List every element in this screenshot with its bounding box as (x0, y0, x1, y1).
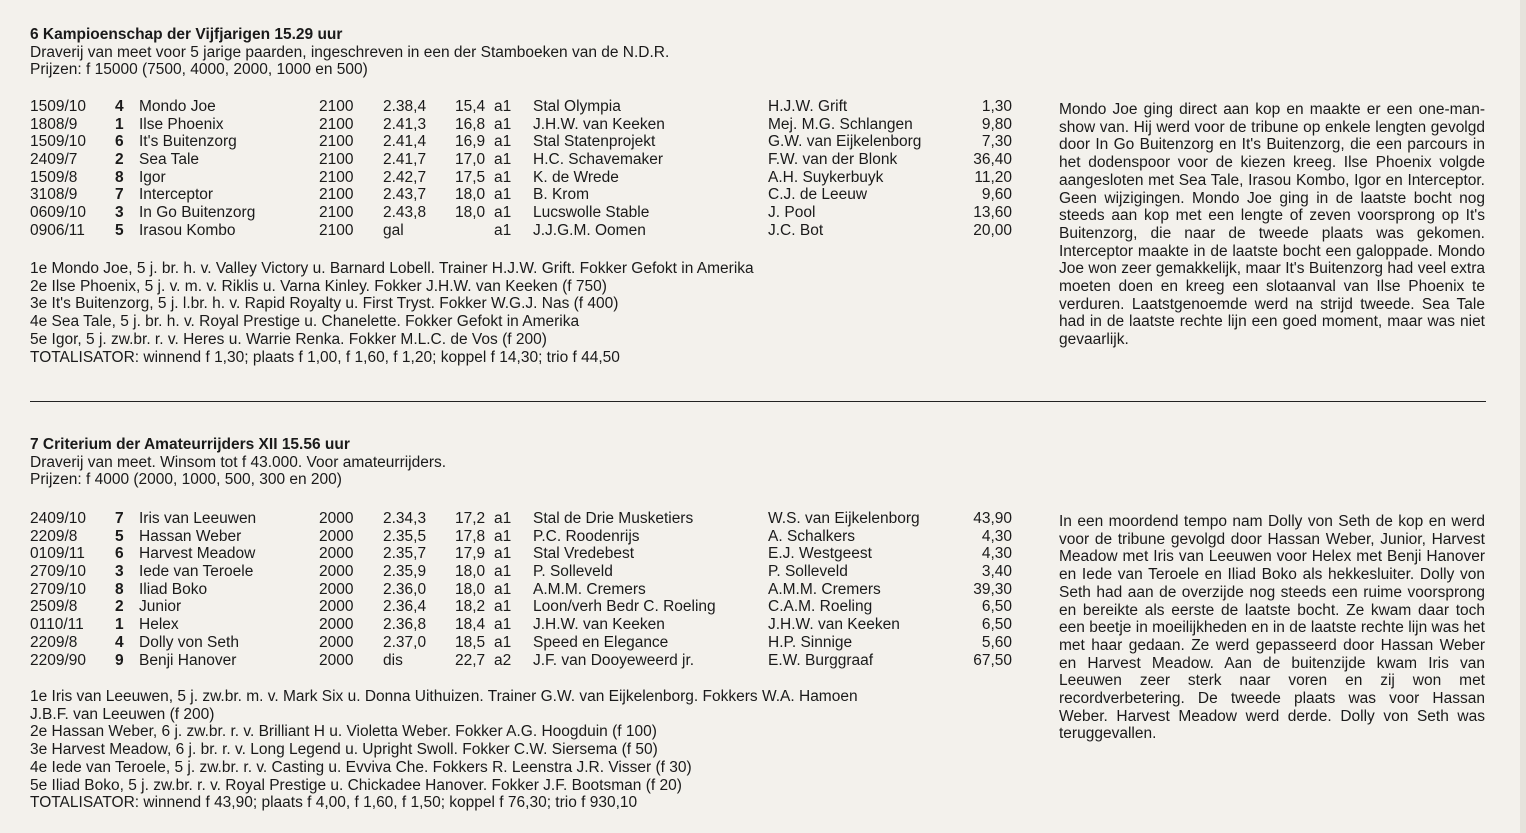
owner: Stal Statenprojekt (533, 133, 656, 151)
table-row (0, 634, 1040, 652)
class: a1 (494, 204, 512, 222)
owner: P. Solleveld (533, 563, 613, 581)
distance: 2000 (319, 598, 354, 616)
table-row (0, 563, 1040, 581)
race-comment: In een moordend tempo nam Dolly von Seth de kop en werd voor de tribune gevolgd door Hassan Weber, Junior, Harvest Meadow met Iris van Leeuwen voor Helex met Benji Hanover en Iede van Teroele en Iliad Boko als hekkesluiter. Dolly von Seth had aan de overzijde nog steeds een ruime voorsprong en bereikte als eerste de laatste bocht. Ze kwam daar toch een beetje in moeilijkheden en in de laatste rechte lijn was het met haar gedaan. Ze werd gepasseerd door Hassan Weber en Harvest Meadow. Aan de buitenzijde kwam Iris van Leeuwen zeer sterk naar voren en zij won met recordverbetering. De tweede plaats was voor Hassan Weber. Harvest Meadow werd derde. Dolly von Seth was teruggevallen. (1059, 513, 1485, 743)
finish-time: 2.35,7 (383, 545, 427, 563)
horse-name: Harvest Meadow (139, 545, 256, 563)
odds: 9,80 (981, 115, 1012, 133)
driver: F.W. van der Blonk (768, 151, 898, 169)
distance: 2000 (319, 527, 354, 545)
start-date: 2209/8 (30, 527, 78, 545)
class: a1 (494, 98, 512, 115)
class: a1 (494, 545, 512, 563)
start-number: 4 (115, 633, 124, 651)
class: a1 (494, 580, 512, 598)
start-number: 4 (115, 98, 124, 115)
start-date: 2409/7 (30, 151, 78, 169)
start-number: 9 (115, 651, 124, 669)
horse-name: Mondo Joe (139, 98, 216, 115)
table-row (0, 545, 1040, 563)
horse-notes (30, 260, 754, 366)
table-row (0, 598, 1040, 616)
distance: 2100 (319, 151, 354, 169)
reduction: 17,8 (455, 527, 486, 545)
driver: E.W. Burggraaf (768, 651, 874, 669)
distance: 2100 (319, 98, 354, 115)
page-edge (1520, 0, 1526, 833)
odds: 11,20 (974, 168, 1012, 186)
start-date: 2209/8 (30, 633, 78, 651)
odds: 3,40 (981, 563, 1012, 581)
class: a1 (494, 151, 512, 169)
distance: 2100 (319, 168, 354, 186)
finish-time: 2.41,4 (383, 133, 427, 151)
owner: P.C. Roodenrijs (533, 527, 640, 545)
horse-name: Iede van Teroele (139, 563, 254, 581)
note-line: 1e Iris van Leeuwen, 5 j. zw.br. m. v. Mark Six u. Donna Uithuizen. Trainer G.W. van Eijkelenborg. Fokkers W.A. Hamoen (30, 688, 858, 705)
start-number: 5 (115, 527, 124, 545)
distance: 2000 (319, 545, 354, 563)
results-table (0, 98, 1040, 240)
finish-time: 2.35,9 (383, 563, 427, 581)
horse-name: Ilse Phoenix (139, 115, 224, 133)
owner: J.H.W. van Keeken (533, 616, 665, 634)
distance: 2000 (319, 616, 354, 634)
driver: Mej. M.G. Schlangen (768, 115, 913, 133)
reduction: 16,9 (455, 133, 486, 151)
start-date: 2209/90 (30, 651, 87, 669)
finish-time: 2.36,4 (383, 598, 427, 616)
race-title: 6 Kampioenschap der Vijfjarigen 15.29 uur (30, 26, 343, 43)
finish-time: 2.43,7 (383, 186, 427, 204)
driver: H.J.W. Grift (768, 98, 848, 115)
horse-name: Helex (139, 616, 179, 634)
start-number: 1 (115, 115, 124, 133)
odds: 4,30 (981, 527, 1012, 545)
reduction: 15,4 (455, 98, 486, 115)
race-prizes: Prijzen: f 15000 (7500, 4000, 2000, 1000 en 500) (30, 61, 368, 78)
start-date: 1808/9 (30, 115, 78, 133)
results-table (0, 510, 1040, 669)
race-subtitle: Draverij van meet voor 5 jarige paarden, ingeschreven in een der Stamboeken van de N.D.R. (30, 43, 670, 61)
owner: Stal Olympia (533, 98, 621, 115)
start-date: 0109/11 (30, 545, 85, 563)
start-date: 1509/10 (30, 133, 87, 151)
odds: 6,50 (981, 616, 1012, 634)
horse-name: Irasou Kombo (139, 221, 236, 239)
finish-time: 2.42,7 (383, 168, 427, 186)
horse-name: Benji Hanover (139, 651, 237, 669)
start-date: 0609/10 (30, 204, 87, 222)
start-number: 7 (115, 186, 124, 204)
owner: Loon/verh Bedr C. Roeling (533, 598, 716, 616)
start-number: 5 (115, 221, 124, 239)
odds: 4,30 (981, 545, 1012, 563)
start-number: 8 (115, 580, 124, 598)
start-date: 2709/10 (30, 563, 87, 581)
class: a1 (494, 168, 512, 186)
horse-name: Iliad Boko (139, 580, 208, 598)
driver: C.A.M. Roeling (768, 598, 873, 616)
start-date: 2709/10 (30, 580, 87, 598)
race-header (30, 26, 669, 79)
finish-time: 2.35,5 (383, 527, 427, 545)
table-row (0, 581, 1040, 599)
odds: 43,90 (973, 510, 1012, 527)
table-row (0, 133, 1040, 151)
start-number: 1 (115, 616, 124, 634)
class: a1 (494, 221, 512, 239)
finish-time: 2.43,8 (383, 204, 427, 222)
finish-time: dis (383, 651, 403, 669)
owner: J.J.G.M. Oomen (533, 221, 646, 239)
table-row (0, 169, 1040, 187)
horse-name: Igor (139, 168, 166, 186)
table-row (0, 204, 1040, 222)
driver: A.H. Suykerbuyk (768, 168, 884, 186)
finish-time: 2.34,3 (383, 510, 427, 527)
class: a1 (494, 186, 512, 204)
race-header (30, 436, 446, 489)
start-number: 6 (115, 545, 124, 563)
driver: E.J. Westgeest (768, 545, 872, 563)
reduction: 18,0 (455, 186, 486, 204)
horse-notes (30, 688, 858, 812)
reduction: 18,4 (455, 616, 486, 634)
reduction: 18,0 (455, 204, 486, 222)
race-title: 7 Criterium der Amateurrijders XII 15.56 uur (30, 436, 350, 453)
reduction: 18,2 (455, 598, 486, 616)
reduction: 17,2 (455, 510, 486, 527)
horse-name: Junior (139, 598, 182, 616)
class: a2 (494, 651, 512, 669)
table-row (0, 510, 1040, 528)
horse-name: Sea Tale (139, 151, 200, 169)
horse-name: It's Buitenzorg (139, 133, 237, 151)
reduction: 18,0 (455, 563, 486, 581)
driver: W.S. van Eijkelenborg (768, 510, 920, 527)
class: a1 (494, 598, 512, 616)
driver: G.W. van Eijkelenborg (768, 133, 922, 151)
odds: 20,00 (973, 221, 1012, 239)
odds: 39,30 (973, 580, 1012, 598)
owner: B. Krom (533, 186, 589, 204)
note-line: 1e Mondo Joe, 5 j. br. h. v. Valley Victory u. Barnard Lobell. Trainer H.J.W. Grift. Fokker Gefokt in Amerika (30, 260, 754, 277)
start-number: 3 (115, 204, 124, 222)
start-date: 0110/11 (30, 616, 84, 634)
horse-name: Interceptor (139, 186, 214, 204)
table-row (0, 616, 1040, 634)
distance: 2100 (319, 186, 354, 204)
distance: 2100 (319, 204, 354, 222)
class: a1 (494, 510, 512, 527)
class: a1 (494, 527, 512, 545)
odds: 36,40 (973, 151, 1012, 169)
driver: C.J. de Leeuw (768, 186, 868, 204)
odds: 67,50 (973, 651, 1012, 669)
note-line: 3e Harvest Meadow, 6 j. br. r. v. Long Legend u. Upright Swoll. Fokker C.W. Siersema (f 50) (30, 741, 658, 759)
distance: 2100 (319, 115, 354, 133)
odds: 6,50 (981, 598, 1012, 616)
driver: J.C. Bot (768, 221, 824, 239)
owner: Speed en Elegance (533, 633, 669, 651)
note-line: TOTALISATOR: winnend f 1,30; plaats f 1,00, f 1,60, f 1,20; koppel f 14,30; trio f 44,50 (30, 348, 620, 366)
owner: Stal de Drie Musketiers (533, 510, 694, 527)
reduction: 17,0 (455, 151, 486, 169)
class: a1 (494, 115, 512, 133)
note-line: 5e Igor, 5 j. zw.br. r. v. Heres u. Warrie Renka. Fokker M.L.C. de Vos (f 200) (30, 330, 547, 348)
distance: 2000 (319, 510, 354, 527)
owner: Lucswolle Stable (533, 204, 650, 222)
owner: J.F. van Dooyeweerd jr. (533, 651, 695, 669)
note-line: J.B.F. van Leeuwen (f 200) (30, 705, 215, 723)
start-date: 0906/11 (30, 221, 85, 239)
horse-name: In Go Buitenzorg (139, 204, 256, 222)
finish-time: 2.37,0 (383, 633, 427, 651)
owner: K. de Wrede (533, 168, 619, 186)
table-row (0, 98, 1040, 116)
start-number: 6 (115, 133, 124, 151)
race-prizes: Prijzen: f 4000 (2000, 1000, 500, 300 en 200) (30, 471, 342, 488)
distance: 2000 (319, 651, 354, 669)
finish-time: 2.41,7 (383, 151, 427, 169)
start-number: 2 (115, 598, 124, 616)
class: a1 (494, 133, 512, 151)
distance: 2000 (319, 563, 354, 581)
finish-time: gal (383, 221, 404, 239)
start-number: 8 (115, 168, 124, 186)
class: a1 (494, 633, 512, 651)
table-row (0, 652, 1040, 670)
distance: 2000 (319, 580, 354, 598)
start-number: 3 (115, 563, 124, 581)
odds: 13,60 (973, 204, 1012, 222)
distance: 2100 (319, 133, 354, 151)
driver: A. Schalkers (768, 527, 856, 545)
section-divider (30, 401, 1486, 402)
driver: J.H.W. van Keeken (768, 616, 900, 634)
odds: 7,30 (981, 133, 1012, 151)
odds: 5,60 (981, 633, 1012, 651)
start-date: 2409/10 (30, 510, 87, 527)
reduction: 17,5 (455, 168, 486, 186)
distance: 2000 (319, 633, 354, 651)
finish-time: 2.38,4 (383, 98, 427, 115)
note-line: 2e Hassan Weber, 6 j. zw.br. r. v. Brilliant H u. Violetta Weber. Fokker A.G. Hoogduin (f 100) (30, 723, 657, 741)
start-date: 1509/8 (30, 168, 78, 186)
finish-time: 2.41,3 (383, 115, 427, 133)
start-number: 2 (115, 151, 124, 169)
start-date: 3108/9 (30, 186, 78, 204)
class: a1 (494, 563, 512, 581)
reduction: 18,5 (455, 633, 486, 651)
note-line: 3e It's Buitenzorg, 5 j. l.br. h. v. Rapid Royalty u. First Tryst. Fokker W.G.J. Nas (f 400) (30, 295, 619, 313)
note-line: TOTALISATOR: winnend f 43,90; plaats f 4,00, f 1,60, f 1,50; koppel f 76,30; trio f 930,10 (30, 794, 638, 812)
start-date: 2509/8 (30, 598, 78, 616)
reduction: 17,9 (455, 545, 486, 563)
horse-name: Hassan Weber (139, 527, 242, 545)
finish-time: 2.36,0 (383, 580, 427, 598)
owner: A.M.M. Cremers (533, 580, 646, 598)
horse-name: Dolly von Seth (139, 633, 239, 651)
driver: J. Pool (768, 204, 816, 222)
table-row (0, 151, 1040, 169)
start-date: 1509/10 (30, 98, 87, 115)
table-row (0, 528, 1040, 546)
driver: P. Solleveld (768, 563, 848, 581)
race-subtitle: Draverij van meet. Winsom tot f 43.000. Voor amateurrijders. (30, 453, 447, 471)
race-comment: Mondo Joe ging direct aan kop en maakte er een one-man-show van. Hij werd voor de tribune op enkele lengten gevolgd door In Go Buitenzorg en It's Buitenzorg, die een parcours in het dodenspoor voor de kiezen kreeg. Ilse Phoenix volgde aangesloten met Sea Tale, Irasou Kombo, Igor en Interceptor. Geen wijzigingen. Mondo Joe ging in de laatste bocht nog steeds aan kop met een lengte of zeven voorsprong op It's Buitenzorg, die naar de tweede plaats was gekomen. Interceptor maakte in de laatste bocht een galoppade. Mondo Joe won zeer gemakkelijk, maar It's Buitenzorg had veel extra moeten doen en kreeg een slotaanval van Ilse Phoenix te verduren. Laatstgenoemde werd na strijd tweede. Sea Tale had in de laatste rechte lijn een goed moment, maar was niet gevaarlijk. (1059, 101, 1485, 349)
odds: 9,60 (981, 186, 1012, 204)
class: a1 (494, 616, 512, 634)
note-line: 5e Iliad Boko, 5 j. zw.br. r. v. Royal Prestige u. Chickadee Hanover. Fokker J.F. Bootsman (f 20) (30, 776, 682, 794)
table-row (0, 186, 1040, 204)
odds: 1,30 (981, 98, 1012, 115)
reduction: 18,0 (455, 580, 486, 598)
owner: Stal Vredebest (533, 545, 635, 563)
table-row (0, 116, 1040, 134)
horse-name: Iris van Leeuwen (139, 510, 257, 527)
table-row (0, 222, 1040, 240)
reduction: 16,8 (455, 115, 486, 133)
start-number: 7 (115, 510, 124, 527)
driver: A.M.M. Cremers (768, 580, 881, 598)
note-line: 4e Iede van Teroele, 5 j. zw.br. r. v. Casting u. Evviva Che. Fokkers R. Leenstra J.R. Visser (f 30) (30, 758, 692, 776)
owner: H.C. Schavemaker (533, 151, 664, 169)
note-line: 2e Ilse Phoenix, 5 j. v. m. v. Riklis u. Varna Kinley. Fokker J.H.W. van Keeken (f 750) (30, 277, 607, 295)
driver: H.P. Sinnige (768, 633, 853, 651)
finish-time: 2.36,8 (383, 616, 427, 634)
reduction: 22,7 (455, 651, 486, 669)
note-line: 4e Sea Tale, 5 j. br. h. v. Royal Prestige u. Chanelette. Fokker Gefokt in Amerika (30, 313, 580, 331)
distance: 2100 (319, 221, 354, 239)
owner: J.H.W. van Keeken (533, 115, 665, 133)
